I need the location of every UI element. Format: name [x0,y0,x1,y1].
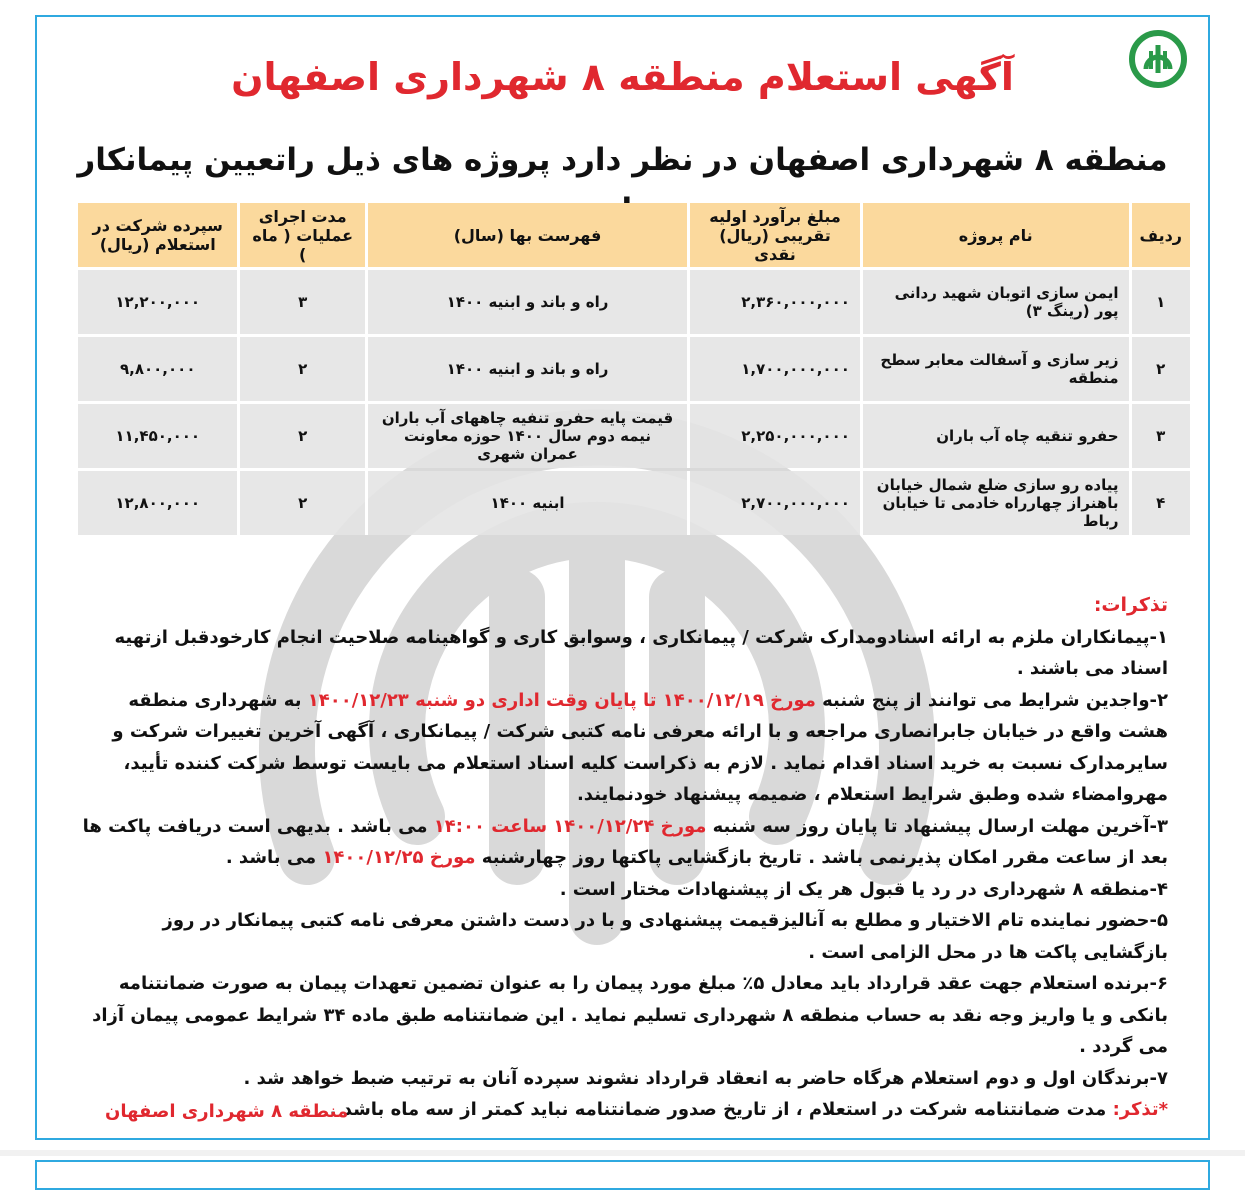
note-3-text-end: می باشد . [225,847,323,868]
cell-row: ۱ [1129,270,1190,334]
note-2-date-range: مورخ ۱۴۰۰/۱۲/۱۹ تا پایان وقت اداری دو شنبه ۱۴۰۰/۱۲/۲۳ [307,689,816,711]
cell-deposit: ۱۲,۲۰۰,۰۰۰ [75,270,237,334]
cell-deposit: ۹,۸۰۰,۰۰۰ [75,337,237,401]
cell-duration: ۳ [237,270,365,334]
next-ad-frame [35,1160,1210,1190]
cell-row: ۴ [1129,471,1190,535]
note-5: ۵-حضور نماینده تام الاختیار و مطلع به آنالیزقیمت پیشنهادی و با در دست داشتن معرفی نامه کتبی پیمانکار در روز بازگشایی پاکت ها در محل الزامی است . [162,910,1168,963]
footnote-label: *تذکر: [1112,1099,1168,1120]
cell-deposit: ۱۱,۴۵۰,۰۰۰ [75,404,237,468]
col-row: ردیف [1129,203,1190,267]
cell-duration: ۲ [237,471,365,535]
note-7: ۷-برندگان اول و دوم استعلام هرگاه حاضر به انعقاد قرارداد نشوند سپرده آنان به ترتیب ضبط خواهد شد . [243,1067,1168,1089]
table-row [75,471,1190,535]
ad-title: آگهی استعلام منطقه ۸ شهرداری اصفهان [231,55,1014,99]
cell-estimate: ۲,۷۰۰,۰۰۰,۰۰۰ [687,471,860,535]
cell-deposit: ۱۲,۸۰۰,۰۰۰ [75,471,237,535]
note-3-text-cont: می باشد . بدیهی است دریافت پاکت ها بعد از ساعت مقرر امکان پذیرنمی باشد . تاریخ بازگشایی پاکتها روز چهارشنبه [82,815,1168,868]
note-2-text: ۲-واجدین شرایط می توانند از پنج شنبه [815,689,1168,711]
notes-section [77,590,1168,1126]
col-estimate: مبلغ برآورد اولیه تقریبی (ریال) نقدی [687,203,860,267]
col-price-list: فهرست بها (سال) [365,203,687,267]
cell-price-list: قیمت پایه حفرو تنفیه چاههای آب باران نیمه دوم سال ۱۴۰۰ حوزه معاونت عمران شهری [365,404,687,468]
col-duration: مدت اجرای عملیات ( ماه ) [237,203,365,267]
note-2-text-cont: به شهرداری منطقه هشت واقع در خیابان جابرانصاری مراجعه و با ارائه معرفی نامه کتبی شرکت / پیمانکاری ، آگهی آخرین تغییرات شرکت و سایرمدارک نسبت به خرید اسناد اقدام نماید . لازم به ذکراست کلیه اسناد استعلام می بایست توسط شرکت کننده تأیید، مهروامضاء شده وطبق شرایط استعلام ، ضمیمه پیشنهاد خودنمایند. [112,689,1168,805]
cell-row: ۲ [1129,337,1190,401]
cell-estimate: ۱,۷۰۰,۰۰۰,۰۰۰ [687,337,860,401]
cell-price-list: راه و باند و ابنیه ۱۴۰۰ [365,270,687,334]
table-row [75,337,1190,401]
ad-subtitle: منطقه ۸ شهرداری اصفهان در نظر دارد پروژه های ذیل راتعیین پیمانکار [77,142,1168,178]
cell-row: ۳ [1129,404,1190,468]
notes-heading: تذکرات: [1093,594,1168,616]
footnote-text: مدت ضمانتنامه شرکت در استعلام ، از تاریخ صدور ضمانتنامه نباید کمتر از سه ماه باشد . [329,1099,1113,1120]
note-4: ۴-منطقه ۸ شهرداری در رد یا قبول هر یک از پیشنهادات مختار است . [559,878,1168,900]
cell-price-list: ابنیه ۱۴۰۰ [365,471,687,535]
cell-project-name: زیر سازی و آسفالت معابر سطح منطقه [860,337,1129,401]
signature: منطقه ۸ شهرداری اصفهان [105,1101,349,1122]
note-1: ۱-پیمانکاران ملزم به ارائه اسنادومدارک شرکت / پیمانکاری ، وسوابق کاری و گواهینامه صلاحیت انجام کارخودقبل ازتهیه اسناد می باشند . [114,626,1168,679]
table-row [75,404,1190,468]
note-6: ۶-برنده استعلام جهت عقد قرارداد باید معادل ۵٪ مبلغ مورد پیمان را به عنوان تضمین تعهدات پیمان به صورت ضمانتنامه بانکی و یا واریز وجه نقد به حساب منطقه ۸ شهرداری تسلیم نماید . این ضمانتنامه طبق ماده ۳۴ شرایط عمومی پیمان آزاد می گردد . [92,973,1168,1057]
cell-estimate: ۲,۲۵۰,۰۰۰,۰۰۰ [687,404,860,468]
col-deposit: سپرده شرکت در استعلام (ریال) [75,203,237,267]
cell-project-name: پیاده رو سازی ضلع شمال خیابان باهنراز چهارراه خادمی تا خیابان رباط [860,471,1129,535]
note-3 [77,811,1168,874]
cell-duration: ۲ [237,337,365,401]
note-3-text: ۳-آخرین مهلت ارسال پیشنهاد تا پایان روز سه شنبه [706,815,1168,837]
cell-estimate: ۲,۳۶۰,۰۰۰,۰۰۰ [687,270,860,334]
table-row [75,270,1190,334]
projects-table [75,200,1190,538]
col-project-name: نام پروژه [860,203,1129,267]
cell-project-name: حفرو تنقیه چاه آب باران [860,404,1129,468]
cell-duration: ۲ [237,404,365,468]
page-separator [0,1150,1245,1156]
cell-price-list: راه و باند و ابنیه ۱۴۰۰ [365,337,687,401]
ad-frame [35,15,1210,1140]
table-header-row [75,203,1190,267]
note-3-deadline: مورخ ۱۴۰۰/۱۲/۲۴ ساعت ۱۴:۰۰ [433,815,707,837]
cell-project-name: ایمن سازی اتوبان شهید ردانی پور (رینگ ۳) [860,270,1129,334]
note-2 [77,685,1168,811]
note-3-opening-date: مورخ ۱۴۰۰/۱۲/۲۵ [322,847,476,868]
